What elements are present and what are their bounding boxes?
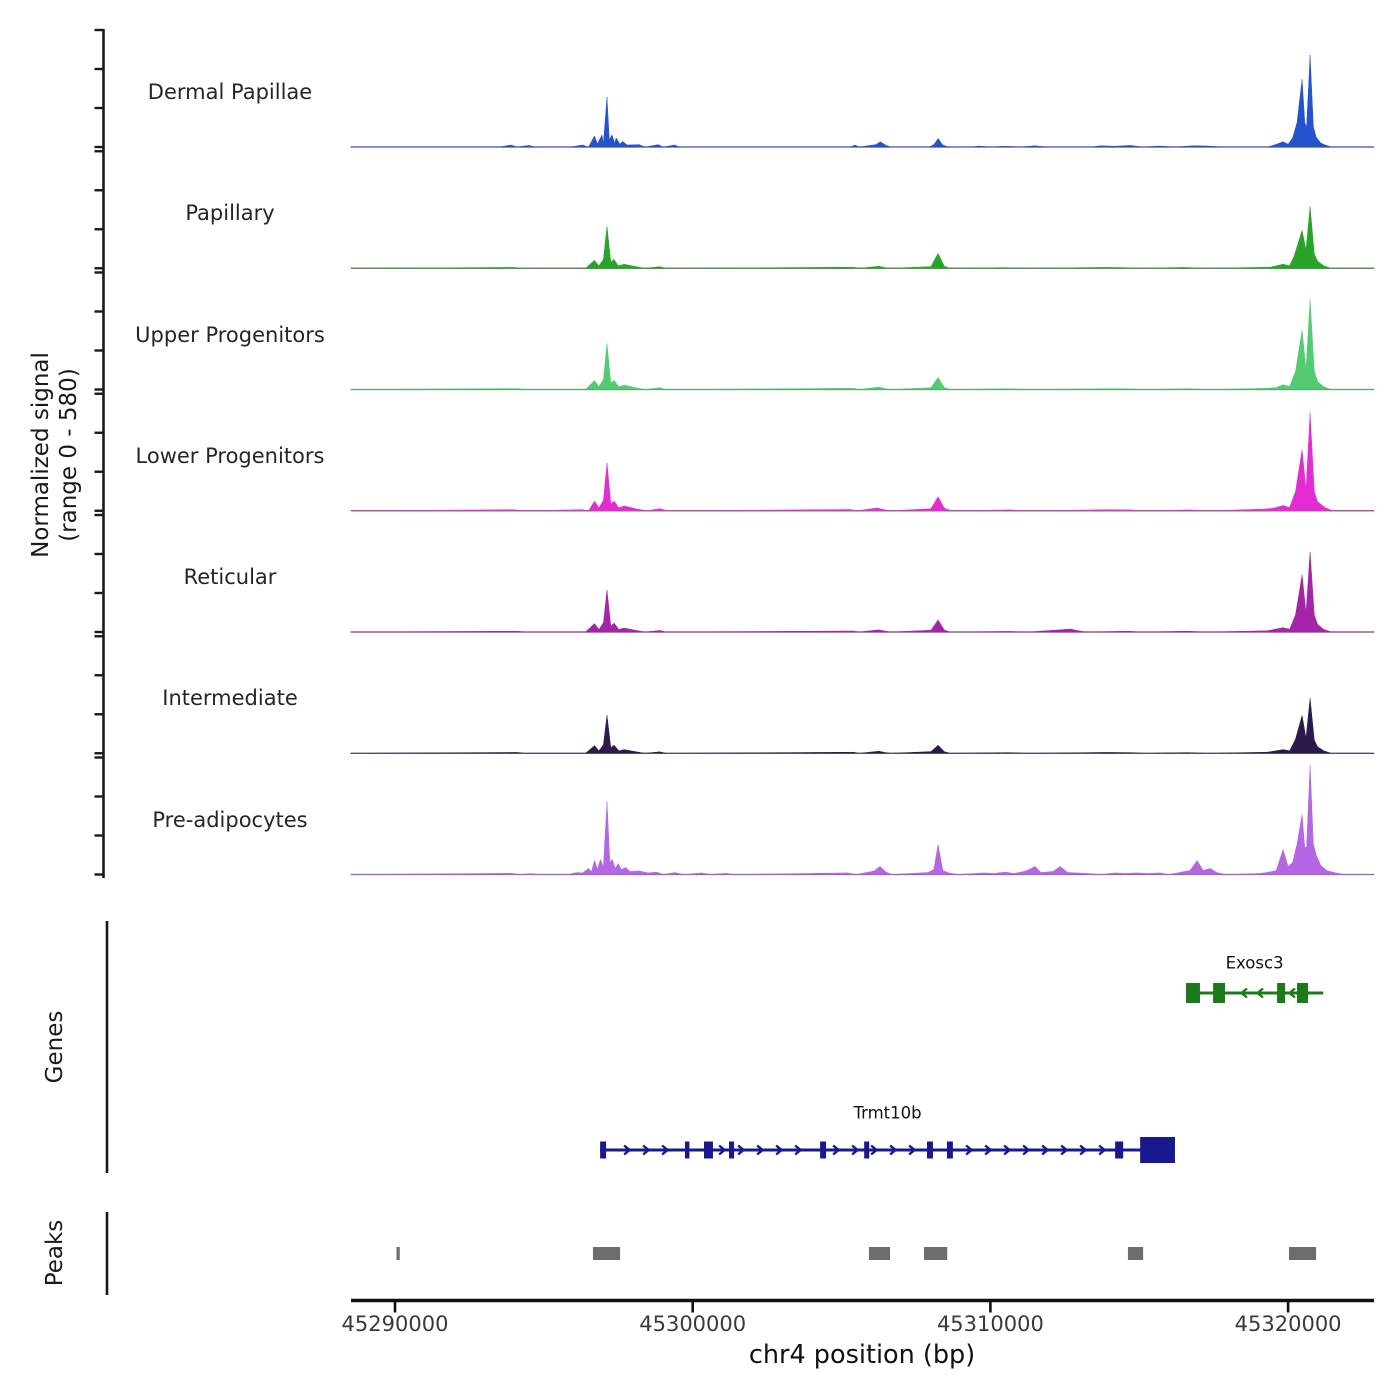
y-axis-label bbox=[27, 352, 83, 558]
peak-region bbox=[593, 1247, 620, 1260]
x-tick-label: 45290000 bbox=[341, 1312, 449, 1336]
track-label: Upper Progenitors bbox=[135, 322, 325, 347]
track-signal-area bbox=[350, 413, 1374, 511]
track-label: Lower Progenitors bbox=[135, 443, 325, 468]
gene-exon bbox=[729, 1142, 734, 1159]
gene-exon bbox=[1186, 983, 1200, 1003]
y-axis-label-line2: (range 0 - 580) bbox=[56, 368, 82, 542]
gene-exon bbox=[1277, 983, 1285, 1003]
gene-name-label: Exosc3 bbox=[1225, 953, 1284, 973]
track-label: Dermal Papillae bbox=[147, 80, 313, 104]
peak-region bbox=[1128, 1247, 1143, 1260]
gene-exon bbox=[704, 1142, 713, 1159]
track-signal-area bbox=[350, 765, 1374, 875]
peaks-section-label: Peaks bbox=[42, 1219, 68, 1287]
gene-exon bbox=[927, 1142, 933, 1159]
gene-exon bbox=[820, 1142, 826, 1159]
gene-exon bbox=[685, 1142, 689, 1159]
gene-exon bbox=[1115, 1142, 1123, 1159]
peaks-row bbox=[396, 1247, 1316, 1260]
gene-exon bbox=[947, 1142, 953, 1159]
signal-tracks bbox=[350, 55, 1374, 875]
gene-exon bbox=[1297, 983, 1308, 1003]
signal-y-axis bbox=[95, 29, 104, 878]
x-tick-label: 45310000 bbox=[936, 1312, 1044, 1336]
track-label: Papillary bbox=[185, 201, 275, 226]
gene-exon bbox=[1213, 983, 1225, 1003]
gene-exon bbox=[1140, 1137, 1175, 1163]
track-signal-area bbox=[350, 300, 1374, 390]
gene-exon bbox=[600, 1142, 606, 1159]
track-label: Reticular bbox=[183, 565, 277, 589]
x-tick-label: 45320000 bbox=[1234, 1312, 1342, 1336]
track-signal-area bbox=[350, 206, 1374, 268]
peak-region bbox=[869, 1247, 890, 1260]
peak-region bbox=[396, 1247, 399, 1260]
peak-region bbox=[924, 1247, 947, 1260]
genes-track bbox=[600, 983, 1323, 1163]
gene-exon bbox=[864, 1142, 869, 1159]
x-tick-label: 45300000 bbox=[639, 1312, 747, 1336]
peak-region bbox=[1289, 1247, 1316, 1260]
y-axis-label-line1: Normalized signal bbox=[27, 352, 54, 558]
gene-name-label: Trmt10b bbox=[853, 1103, 922, 1123]
x-axis bbox=[351, 1301, 1374, 1313]
track-signal-area bbox=[350, 55, 1374, 147]
genes-section-label: Genes bbox=[42, 1010, 68, 1084]
track-signal-area bbox=[350, 698, 1374, 753]
track-label: Intermediate bbox=[162, 686, 298, 711]
track-label: Pre-adipocytes bbox=[152, 807, 308, 832]
x-axis-title: chr4 position (bp) bbox=[748, 1340, 976, 1370]
track-signal-area bbox=[350, 552, 1374, 632]
